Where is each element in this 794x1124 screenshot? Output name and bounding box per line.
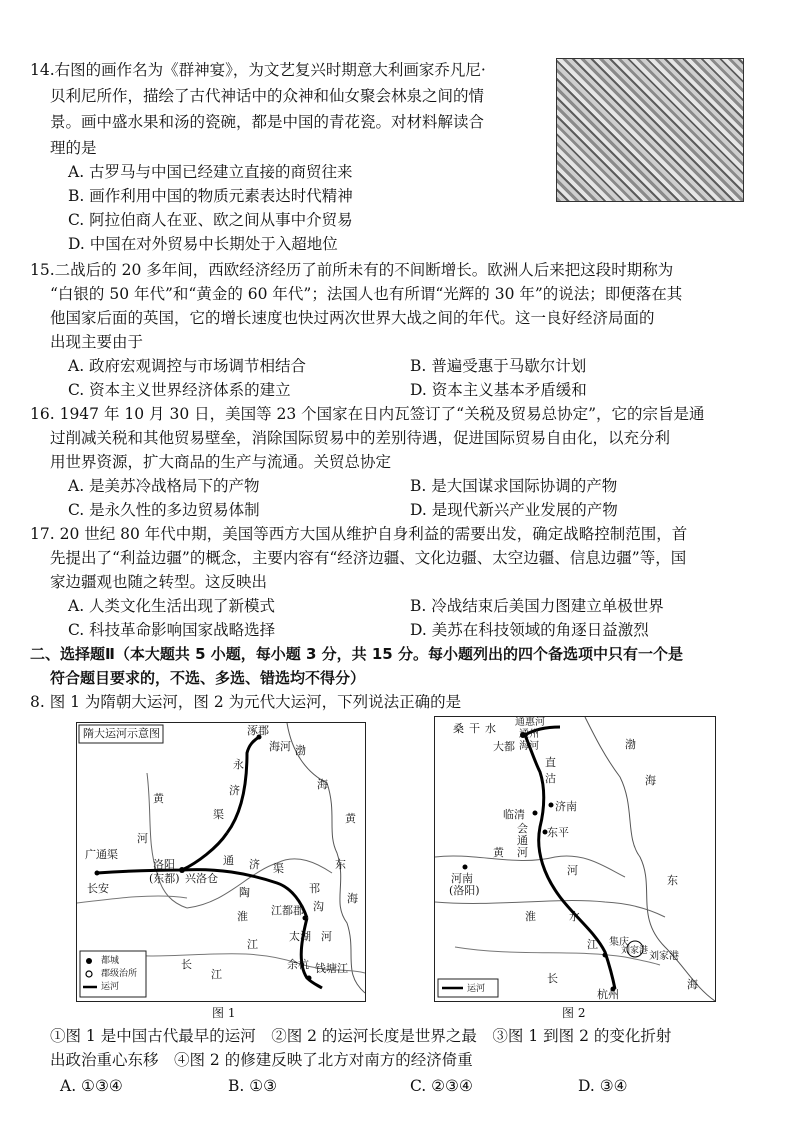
- q17-stem-line: 17. 20 世纪 80 年代中期，美国等西方大国从维护自身利益的需要出发，确定战略控制范围，首: [30, 525, 688, 543]
- map-2-label: 刘家港: [621, 946, 649, 956]
- map-2-label: 河: [517, 846, 528, 859]
- map-2-label: 通州: [519, 729, 539, 740]
- q15-stem-line: 他国家后面的英国，它的增长速度也快过两次世界大战之间的年代。这一良好经济局面的: [50, 309, 655, 327]
- q14-option-a: A. 古罗马与中国已经建立直接的商贸往来: [68, 163, 353, 181]
- map-1-label: 黄: [153, 792, 164, 805]
- q15-stem-line: “白银的 50 年代”和“黄金的 60 年代”；法国人也有所谓“光辉的 30 年”的说法；即便落在其: [50, 285, 683, 303]
- map-1-label: 江都郡: [271, 904, 304, 917]
- map-2-label: 水: [485, 722, 496, 735]
- q18-stem: 8. 图 1 为隋朝大运河，图 2 为元代大运河，下列说法正确的是: [30, 693, 462, 711]
- map-2-label: 海: [687, 978, 698, 991]
- map-1-caption: 图 1: [212, 1006, 236, 1020]
- map-1-label: 渠: [273, 862, 284, 875]
- map-2-label: 淮: [525, 910, 536, 923]
- q14-stem-line: 景。画中盛水果和汤的瓷碗，都是中国的青花瓷。对材料解读合: [50, 113, 485, 131]
- map-2-yuan-canal: [434, 716, 716, 1002]
- q16-option-b: B. 是大国谋求国际协调的产物: [410, 477, 618, 495]
- map-2-label: 渤: [625, 738, 636, 751]
- map-1-label: 济: [249, 858, 260, 871]
- map-1-label: 洛阳: [153, 858, 175, 871]
- q15-stem-line: 出现主要由于: [50, 333, 144, 351]
- map-1-label: 渠: [213, 808, 224, 821]
- map-1-label: 长: [181, 958, 192, 971]
- map-2-label: 黄: [493, 846, 504, 859]
- q16-option-d: D. 是现代新兴产业发展的产物: [410, 501, 618, 519]
- q16-stem-line: 16. 1947 年 10 月 30 日，美国等 23 个国家在日内瓦签订了“关税及贸易总协定”，它的宗旨是通: [30, 405, 705, 423]
- q18-statements-cont: 出政治重心东移 ④图 2 的修建反映了北方对南方的经济倚重: [50, 1051, 473, 1069]
- map-2-label: 直: [545, 756, 556, 769]
- q17-option-c: C. 科技革命影响国家战略选择: [68, 621, 276, 639]
- q17-stem-line: 先提出了“利益边疆”的概念，主要内容有“经济边疆、文化边疆、太空边疆、信息边疆”等，国: [50, 549, 687, 567]
- map-1-label: 江: [211, 968, 222, 981]
- map-1-legend-capital: 都城: [101, 956, 120, 966]
- map-2-label: 东平: [547, 826, 569, 839]
- q16-stem-line: 过削减关税和其他贸易壁垒，消除国际贸易中的差别待遇，促进国际贸易自由化，以充分利: [50, 429, 671, 447]
- q18-option-b: B. ①③: [228, 1077, 278, 1095]
- q18-option-d: D. ③④: [578, 1077, 628, 1095]
- q18-option-a: A. ①③④: [60, 1077, 123, 1095]
- map-2-label: 沽: [545, 772, 556, 785]
- q17-stem-line: 家边疆观也随之转型。这反映出: [50, 573, 268, 591]
- q14-option-c: C. 阿拉伯商人在亚、欧之间从事中介贸易: [68, 211, 353, 229]
- map-2-label: 东: [667, 874, 678, 887]
- q14-stem-line: 理的是: [50, 139, 97, 157]
- map-2-label: 江: [587, 938, 598, 951]
- map-1-label: 广通渠: [85, 848, 118, 861]
- map-1-label: 淮: [237, 910, 248, 923]
- map-2-label: (洛阳): [449, 884, 480, 897]
- q16-stem-line: 用世界资源，扩大商品的生产与流通。关贸总协定: [50, 453, 392, 471]
- map-2-label: 通: [517, 834, 528, 847]
- map-1-label: 沟: [313, 900, 324, 913]
- map-1-label: 余杭: [287, 958, 309, 971]
- map-2-label: 集庆: [609, 937, 629, 948]
- map-2-label: 海: [645, 774, 656, 787]
- map-1-label: 长安: [87, 882, 109, 895]
- map-2-label: 桑: [453, 722, 464, 735]
- map-1-label: 邗: [309, 882, 320, 895]
- map-1-label: 海: [347, 892, 358, 905]
- q15-stem-line: 15.二战后的 20 多年间，西欧经济经历了前所未有的不间断增长。欧洲人后来把这段时期称为: [30, 261, 674, 279]
- q14-option-d: D. 中国在对外贸易中长期处于入超地位: [68, 235, 338, 253]
- map-1-label: 通: [223, 854, 234, 867]
- q15-option-b: B. 普遍受惠于马歇尔计划: [410, 357, 587, 375]
- map-1-legend-prefecture: 郡级治所: [101, 969, 138, 979]
- map-1-label: 兴洛仓: [185, 872, 218, 885]
- map-2-label: 通惠河: [515, 717, 545, 728]
- q17-option-b: B. 冷战结束后美国力图建立单极世界: [410, 597, 664, 615]
- map-1-label: 黄: [345, 812, 356, 825]
- map-1-label: (东都): [149, 872, 180, 885]
- map-2-label: 干: [469, 722, 480, 735]
- map-2-label: 刘家港: [649, 951, 679, 962]
- map-1-label: 东: [335, 858, 346, 871]
- map-1-label: 涿郡: [247, 724, 269, 737]
- q15-option-d: D. 资本主义基本矛盾缓和: [410, 381, 587, 399]
- map-2-label: 济南: [555, 800, 577, 813]
- feast-of-the-gods-painting: [556, 58, 744, 202]
- map-1-label: 太湖: [289, 930, 311, 943]
- q17-option-a: A. 人类文化生活出现了新模式: [68, 597, 276, 615]
- section-2-header: 二、选择题Ⅱ（本大题共 5 小题，每小题 3 分，共 15 分。每小题列出的四个备选项中只有一个是: [30, 645, 683, 663]
- q16-option-a: A. 是美苏冷战格局下的产物: [68, 477, 260, 495]
- map-2-label: 海河: [519, 741, 539, 752]
- q16-option-c: C. 是永久性的多边贸易体制: [68, 501, 260, 519]
- map-2-label: 临清: [503, 808, 525, 821]
- q15-option-c: C. 资本主义世界经济体系的建立: [68, 381, 291, 399]
- map-1-sui-canal: [76, 722, 366, 1002]
- q17-option-d: D. 美苏在科技领域的角逐日益激烈: [410, 621, 649, 639]
- map-1-label: 陶: [239, 886, 250, 899]
- map-1-label: 渤: [295, 744, 306, 757]
- q14-option-b: B. 画作利用中国的物质元素表达时代精神: [68, 187, 353, 205]
- map-1-label: 济: [229, 784, 240, 797]
- map-2-label: 水: [569, 910, 580, 923]
- q15-option-a: A. 政府宏观调控与市场调节相结合: [68, 357, 307, 375]
- map-1-label: 江: [247, 938, 258, 951]
- q14-stem-line: 贝利尼所作，描绘了古代神话中的众神和仙女聚会林泉之间的情: [50, 87, 485, 105]
- map-1-label: 海: [317, 778, 328, 791]
- map-2-label: 会: [517, 822, 528, 835]
- map-1-legend-canal: 运河: [101, 982, 120, 992]
- q18-option-c: C. ②③④: [410, 1077, 473, 1095]
- map-1-label: 钱塘江: [315, 962, 348, 975]
- map-1-label: 海河: [269, 740, 291, 753]
- map-2-caption: 图 2: [562, 1006, 586, 1020]
- map-1-label: 永: [233, 758, 244, 771]
- map-1-drawing: [77, 723, 365, 1001]
- q14-stem-line: 14.右图的画作名为《群神宴》，为文艺复兴时期意大利画家乔凡尼·: [30, 61, 486, 79]
- section-2-header-cont: 符合题目要求的，不选、多选、错选均不得分）: [50, 669, 366, 687]
- map-2-legend-canal: 运河: [467, 984, 486, 994]
- map-2-label: 河: [567, 864, 578, 877]
- map-1-label: 河: [321, 930, 332, 943]
- map-1-label: 河: [137, 832, 148, 845]
- q18-statements: ①图 1 是中国古代最早的运河 ②图 2 的运河长度是世界之最 ③图 1 到图 2 的变化折射: [50, 1027, 672, 1045]
- map-1-title: 隋大运河示意图: [83, 727, 160, 740]
- map-2-label: 长: [547, 972, 558, 985]
- map-2-label: 河南: [451, 872, 473, 885]
- map-2-label: 大都: [493, 740, 515, 753]
- map-2-label: 杭州: [597, 988, 619, 1001]
